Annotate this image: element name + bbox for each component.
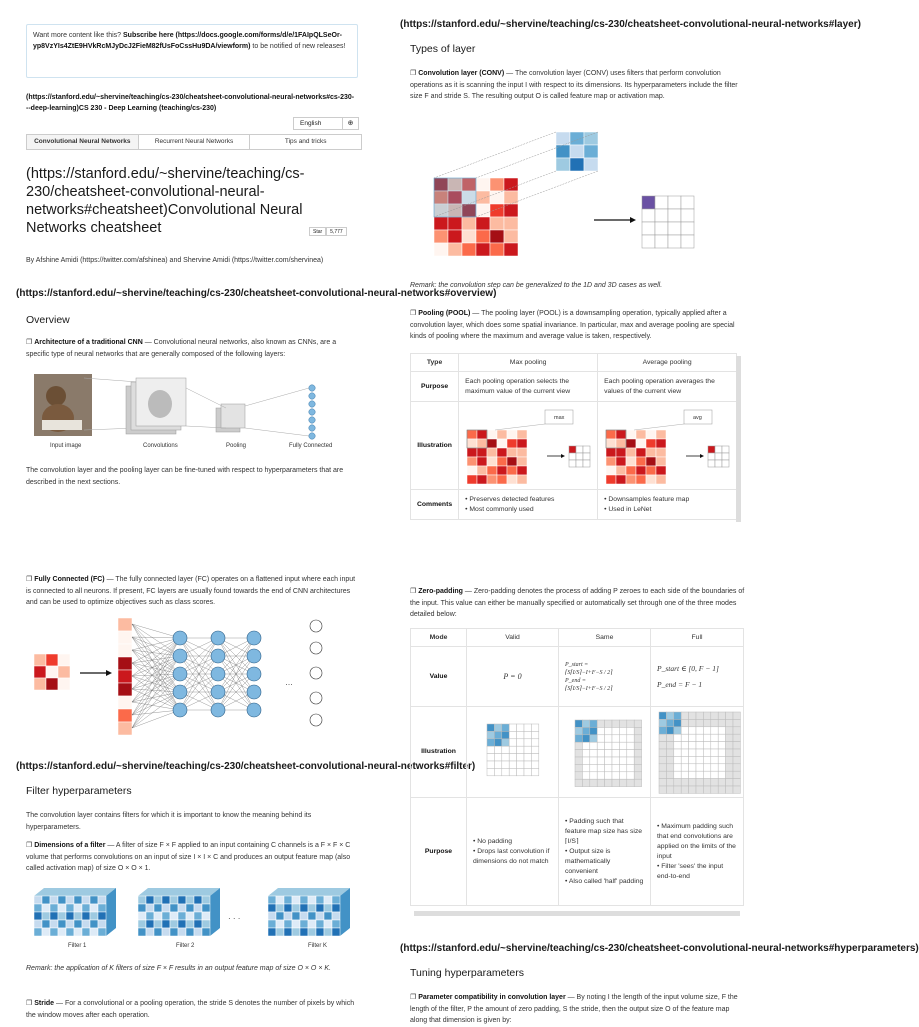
fc-bold: Fully Connected (FC) [34,576,105,583]
table-row [411,372,737,402]
zero-padding-paragraph [410,586,746,621]
valid-grid-figure [485,722,541,778]
same-value [559,647,651,707]
conv-bold: Convolution layer (CONV) [418,70,505,77]
same-illustration [559,707,651,798]
page-bottom-right [384,512,919,1024]
architecture-bold: Architecture of a traditional CNN [34,339,143,346]
fc-text: — The fully connected layer (FC) operates on a flattened input where each input is connected to all neurons. If present, FC layers are usually found towards the end of CNN architectures and can be used to optimize objectives such as class scores. [26,576,356,606]
avg-comment-1: • Downsamples feature map [604,495,690,503]
zero-padding-text: — Zero-padding denotes the process of adding P zeroes to each side of the boundaries of the input. This value can either be manually specified or automatically set through one of the three modes detailed below: [410,588,745,618]
full-illustration [651,707,744,798]
tab-bar [26,134,362,150]
language-select[interactable] [293,117,359,130]
table-row [411,707,744,798]
max-input-grid [467,430,527,484]
dimensions-text: — A filter of size F × F applied to an input containing C channels is a F × F × C volume that performs convolutions on an input of size I × I × C and produces an output feature map (also called activation map) of size O × O × 1. [26,842,351,872]
parameter-paragraph [410,992,746,1027]
star-count: 5,777 [326,227,347,236]
same-pend: P_end = [565,677,586,684]
stride-bold: Stride [34,1000,55,1007]
subscribe-lead: Want more content like this? [33,32,124,39]
max-comment-1: • Preserves detected features [465,495,555,503]
label-convolutions: Convolutions [143,443,178,449]
table-row [411,354,737,372]
finetune-paragraph: The convolution layer and the pooling layer can be fine-tuned with respect to hyperparameters that are described in the next sections. [26,467,344,486]
same-purpose-1: • Padding such that feature map size has size ⌈I/S⌉ [565,817,643,845]
flattened-column [118,618,132,735]
filters-figure [26,884,346,952]
label-filter-k: Filter K [308,943,328,949]
full-purpose-2: • Filter 'sees' the input end-to-end [657,862,724,880]
label-input-image: Input image [50,443,82,449]
globe-icon: ⊕ [342,118,358,129]
checkbox-icon: ❐ [410,588,419,595]
parameter-bold: Parameter compatibility in convolution layer [418,994,566,1001]
conv-remark: Remark: the convolution step can be generalized to the 1D and 3D cases as well. [410,282,663,289]
same-grid-figure [573,718,637,782]
subscribe-link[interactable]: Subscribe here (https://docs.google.com/forms/d/e/1FAIpQLSeOr-yp8VzYIs4ZtE9HVkRcMJyDcJ2FieM82fUsFoCssHu9DA/viewform) [33,32,342,50]
avg-input-grid [606,430,666,484]
book [42,420,82,430]
tuning-title: Tuning hyperparameters [410,967,525,979]
table-row [411,647,744,707]
average-pooling-figure [604,406,730,482]
tuning-link[interactable]: (https://stanford.edu/~shervine/teaching/cs-230/cheatsheet-convolutional-neural-networks#hyperparameters) [400,943,919,954]
subscribe-tail: to be notified of new releases! [250,43,346,50]
overview-title: Overview [26,314,70,326]
fc-network [132,620,322,728]
avg-comment-2: • Used in LeNet [604,505,652,513]
dimensions-bold: Dimensions of a filter [34,842,106,849]
illustration-label: Illustration [411,402,459,490]
table-row [411,402,737,490]
same-pstart: P_start = [565,661,589,668]
svg-text:…: … [285,678,293,687]
breadcrumb[interactable]: (https://stanford.edu/~shervine/teaching/cs-230/cheatsheet-convolutional-neural-networks#cs-230---deep-learning)CS 230 - Deep Learning (teaching/cs-230) [26,94,355,112]
cnn-architecture-figure [26,368,346,453]
full-value [651,647,744,707]
filter-volumes [34,888,350,936]
full-pstart: P_start ∈ [0, F − 1] [657,663,719,673]
dimensions-paragraph [26,840,356,875]
full-purpose-1: • Maximum padding such that end convolutions are applied on the limits of the input [657,822,736,860]
convolution-figure [424,124,724,272]
header-same: Same [559,629,651,647]
checkbox-icon: ❐ [410,70,419,77]
star-label: Star [309,227,326,236]
tab-tips[interactable]: Tips and tricks [284,138,327,145]
checkbox-icon: ❐ [26,842,35,849]
filter-link[interactable]: (https://stanford.edu/~shervine/teaching/cs-230/cheatsheet-convolutional-neural-networks#filter) [16,761,476,772]
full-pend: P_end = F − 1 [657,679,703,689]
max-pooling-figure [465,406,591,482]
tab-rnn[interactable]: Recurrent Neural Networks [139,135,251,149]
valid-purpose-2: • Drops last convolution if dimensions do not match [473,847,550,865]
filter-title: Filter hyperparameters [26,785,132,797]
label-fully-connected: Fully Connected [289,443,333,449]
zp-illustration-label: Illustration [411,707,467,798]
label-filter-2: Filter 2 [176,943,195,949]
valid-value: P = 0 [467,647,559,707]
pool-text: — The pooling layer (POOL) is a downsampling operation, typically applied after a convolution layer, which does some spatial invariance. In particular, max and average pooling are special kinds of pooling where the maximum and average value is taken, respectively. [410,310,735,340]
value-label: Value [411,647,467,707]
tab-cnn[interactable]: Convolutional Neural Networks [27,135,139,149]
same-purpose [559,798,651,906]
zero-padding-bold: Zero-padding [418,588,463,595]
label-pooling: Pooling [226,443,247,449]
avg-output-grid [708,446,729,467]
architecture-paragraph [26,337,356,360]
pool-paragraph [410,308,746,343]
conv-text: — The convolution layer (CONV) uses filters that perform convolution operations as it is scanning the input I with respect to its dimensions. Its hyperparameters include the filter size F and stride S. The resulting output O is called feature map or activation map. [410,70,738,100]
parameter-text: — By noting I the length of the input volume size, F the length of the filter, P the amount of zero padding, S the stride, then the output size O of the feature map along that dimension is given by: [410,994,738,1024]
valid-illustration [467,707,559,798]
purpose-label: Purpose [411,372,459,402]
header-average-pooling: Average pooling [598,354,737,372]
header-mode: Mode [411,629,467,647]
same-purpose-2: • Output size is mathematically convenient [565,847,611,875]
checkbox-icon: ❐ [410,310,419,317]
label-filter-1: Filter 1 [68,943,87,949]
header-valid: Valid [467,629,559,647]
pool-bold: Pooling (POOL) [418,310,471,317]
same-purpose-3: • Also called 'half' padding [565,877,644,885]
fc-input-grid [34,654,70,690]
svg-text:· · ·: · · · [228,914,241,923]
valid-purpose-1: • No padding [473,837,513,845]
valid-purpose [467,798,559,906]
stride-paragraph [26,998,356,1021]
zero-padding-table [410,628,744,906]
architecture-text: — Convolutional neural networks, also known as CNNs, are a specific type of neural networks that are generally composed of the following layers: [26,339,337,358]
zp-purpose-label: Purpose [411,798,467,906]
fully-connected-figure [30,616,330,738]
table-row [411,798,744,906]
same-pstart-formula: ⌈S⌈I/S⌉−I+F−S / 2⌉ [565,669,613,676]
filter-intro: The convolution layer contains filters for which it is important to know the meaning behind its hyperparameters. [26,812,312,831]
max-output-grid [569,446,590,467]
checkbox-icon: ❐ [26,339,35,346]
avg-tag: avg [693,414,702,421]
filter-grid [556,132,598,171]
output-grid [642,196,694,248]
checkbox-icon: ❐ [26,576,35,583]
comments-label: Comments [411,490,459,520]
full-purpose [651,798,744,906]
layer-title: Types of layer [410,43,476,55]
conv-paragraph [410,68,746,103]
horizontal-scrollbar[interactable] [414,911,740,916]
header-full: Full [651,629,744,647]
page-top-right [384,0,861,513]
fc-neurons [309,385,315,439]
layer-link[interactable]: (https://stanford.edu/~shervine/teaching/cs-230/cheatsheet-convolutional-neural-networks#layer) [400,19,861,30]
filter-remark: Remark: the application of K filters of size F × F results in an output feature map of size O × O × K. [26,965,331,972]
language-value: English [300,120,322,127]
checkbox-icon: ❐ [410,994,419,1001]
header-type: Type [411,354,459,372]
max-illustration [459,402,598,490]
checkbox-icon: ❐ [26,1000,35,1007]
page-title: (https://stanford.edu/~shervine/teaching/cs-230/cheatsheet-convolutional-neural-networks#cheatsheet)Convolutional Neural Networks cheatsheet [26,166,305,236]
max-tag: max [554,414,565,421]
subscribe-box [26,24,358,78]
max-comment-2: • Most commonly used [465,505,534,513]
same-pend-formula: ⌈S⌈I/S⌉−I+F−S / 2⌉ [565,685,613,692]
teddy-head [46,386,66,406]
max-purpose: Each pooling operation selects the maximum value of the current view [459,372,598,402]
fc-paragraph [26,574,356,609]
header-max-pooling: Max pooling [459,354,598,372]
stride-text: — For a convolutional or a pooling operation, the stride S denotes the number of pixels by which the window moves after each operation. [26,1000,355,1019]
authors: By Afshine Amidi (https://twitter.com/afshinea) and Shervine Amidi (https://twitter.com/shervinea) [26,257,324,264]
pooling-table [410,353,737,520]
vertical-scrollbar[interactable] [736,356,741,522]
full-grid-figure [657,710,737,790]
overview-link[interactable]: (https://stanford.edu/~shervine/teaching/cs-230/cheatsheet-convolutional-neural-networks#overview) [16,288,497,299]
avg-illustration [598,402,737,490]
table-row [411,629,744,647]
avg-purpose: Each pooling operation averages the values of the current view [598,372,737,402]
github-star[interactable] [309,227,347,236]
